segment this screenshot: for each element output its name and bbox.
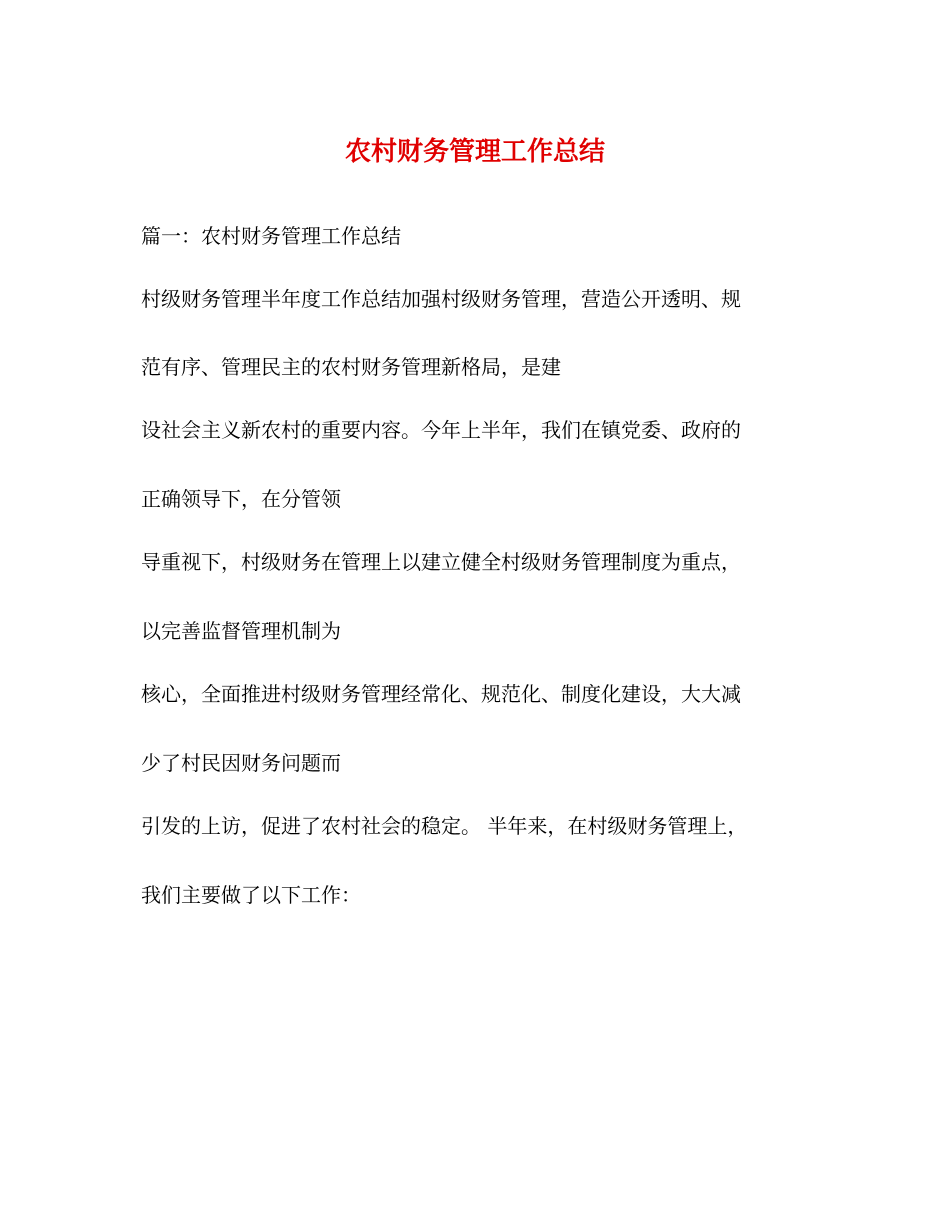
paragraph-line-9: 引发的上访，促进了农村社会的稳定。 半年来，在村级财务管理上，	[141, 814, 748, 838]
paragraph-line-1: 村级财务管理半年度工作总结加强村级财务管理，营造公开透明、规	[141, 287, 741, 311]
paragraph-line-6: 以完善监督管理机制为	[141, 619, 341, 643]
paragraph-line-7: 核心，全面推进村级财务管理经常化、规范化、制度化建设，大大减	[141, 682, 741, 706]
paragraph-line-10: 我们主要做了以下工作：	[141, 883, 361, 907]
paragraph-line-2: 范有序、管理民主的农村财务管理新格局，是建	[141, 355, 561, 379]
paragraph-line-4: 正确领导下，在分管领	[141, 487, 341, 511]
section-heading: 篇一：农村财务管理工作总结	[141, 224, 401, 248]
paragraph-line-5: 导重视下，村级财务在管理上以建立健全村级财务管理制度为重点，	[141, 550, 741, 574]
paragraph-line-8: 少了村民因财务问题而	[141, 751, 341, 775]
paragraph-line-3: 设社会主义新农村的重要内容。今年上半年，我们在镇党委、政府的	[141, 418, 741, 442]
document-title: 农村财务管理工作总结	[344, 137, 605, 167]
